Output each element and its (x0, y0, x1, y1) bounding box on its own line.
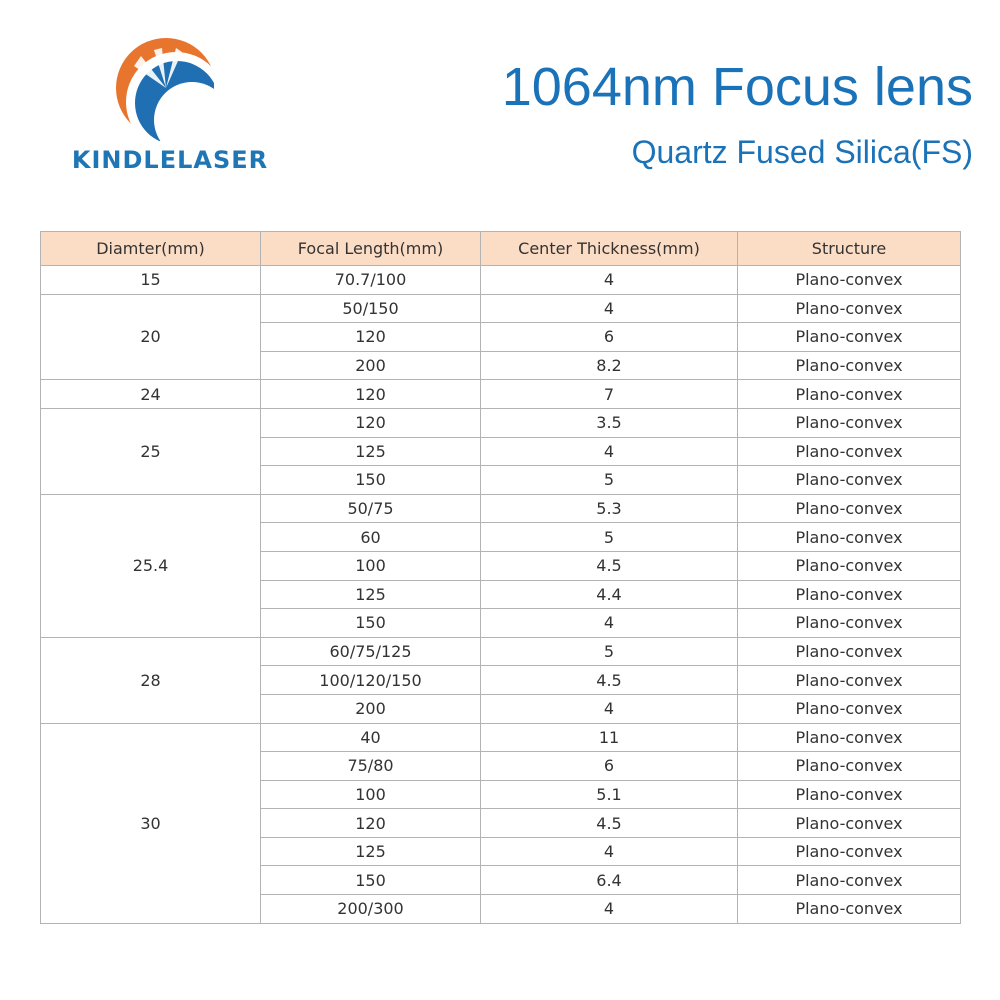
center-thickness-cell: 5.3 (481, 494, 738, 523)
center-thickness-cell: 4 (481, 694, 738, 723)
focal-length-cell: 100/120/150 (261, 666, 481, 695)
structure-cell: Plano-convex (738, 437, 961, 466)
structure-cell: Plano-convex (738, 637, 961, 666)
table-header-row (41, 232, 961, 266)
focal-length-cell: 120 (261, 809, 481, 838)
table-row (41, 380, 961, 409)
center-thickness-cell: 4.4 (481, 580, 738, 609)
focal-length-cell: 70.7/100 (261, 266, 481, 295)
focal-length-cell: 125 (261, 580, 481, 609)
focal-length-cell: 100 (261, 780, 481, 809)
structure-cell: Plano-convex (738, 752, 961, 781)
table-row (41, 266, 961, 295)
structure-cell: Plano-convex (738, 523, 961, 552)
focal-length-cell: 100 (261, 551, 481, 580)
table-row (41, 294, 961, 323)
structure-cell: Plano-convex (738, 266, 961, 295)
focal-length-cell: 125 (261, 837, 481, 866)
structure-cell: Plano-convex (738, 466, 961, 495)
brand-name: KINDLELASER (71, 146, 269, 174)
table-row (41, 637, 961, 666)
column-header-focal-length: Focal Length(mm) (261, 232, 481, 266)
structure-cell: Plano-convex (738, 666, 961, 695)
table-row (41, 723, 961, 752)
center-thickness-cell: 6.4 (481, 866, 738, 895)
center-thickness-cell: 5 (481, 466, 738, 495)
focal-length-cell: 60 (261, 523, 481, 552)
center-thickness-cell: 4 (481, 609, 738, 638)
diameter-cell: 20 (41, 294, 261, 380)
structure-cell: Plano-convex (738, 380, 961, 409)
structure-cell: Plano-convex (738, 780, 961, 809)
center-thickness-cell: 4.5 (481, 666, 738, 695)
center-thickness-cell: 5 (481, 637, 738, 666)
center-thickness-cell: 8.2 (481, 351, 738, 380)
focal-length-cell: 40 (261, 723, 481, 752)
focal-length-cell: 120 (261, 408, 481, 437)
focal-length-cell: 60/75/125 (261, 637, 481, 666)
logo-emblem-icon (114, 36, 214, 141)
structure-cell: Plano-convex (738, 494, 961, 523)
center-thickness-cell: 7 (481, 380, 738, 409)
structure-cell: Plano-convex (738, 609, 961, 638)
focal-length-cell: 150 (261, 609, 481, 638)
structure-cell: Plano-convex (738, 580, 961, 609)
lens-spec-table (40, 231, 961, 924)
focal-length-cell: 120 (261, 323, 481, 352)
focal-length-cell: 50/150 (261, 294, 481, 323)
table-body (41, 266, 961, 924)
focal-length-cell: 200 (261, 694, 481, 723)
diameter-cell: 25 (41, 408, 261, 494)
table-row (41, 408, 961, 437)
center-thickness-cell: 4 (481, 837, 738, 866)
structure-cell: Plano-convex (738, 837, 961, 866)
center-thickness-cell: 6 (481, 323, 738, 352)
diameter-cell: 25.4 (41, 494, 261, 637)
structure-cell: Plano-convex (738, 408, 961, 437)
diameter-cell: 15 (41, 266, 261, 295)
diameter-cell: 24 (41, 380, 261, 409)
structure-cell: Plano-convex (738, 551, 961, 580)
center-thickness-cell: 4.5 (481, 809, 738, 838)
center-thickness-cell: 5.1 (481, 780, 738, 809)
focal-length-cell: 120 (261, 380, 481, 409)
structure-cell: Plano-convex (738, 809, 961, 838)
center-thickness-cell: 6 (481, 752, 738, 781)
center-thickness-cell: 4 (481, 895, 738, 924)
focal-length-cell: 200 (261, 351, 481, 380)
diameter-cell: 30 (41, 723, 261, 923)
center-thickness-cell: 4 (481, 266, 738, 295)
structure-cell: Plano-convex (738, 866, 961, 895)
table-row (41, 494, 961, 523)
focal-length-cell: 75/80 (261, 752, 481, 781)
structure-cell: Plano-convex (738, 323, 961, 352)
focal-length-cell: 125 (261, 437, 481, 466)
structure-cell: Plano-convex (738, 895, 961, 924)
structure-cell: Plano-convex (738, 351, 961, 380)
page-subtitle: Quartz Fused Silica(FS) (631, 134, 973, 170)
center-thickness-cell: 11 (481, 723, 738, 752)
focal-length-cell: 50/75 (261, 494, 481, 523)
center-thickness-cell: 3.5 (481, 408, 738, 437)
structure-cell: Plano-convex (738, 723, 961, 752)
center-thickness-cell: 4 (481, 294, 738, 323)
page-title: 1064nm Focus lens (501, 57, 973, 117)
center-thickness-cell: 4.5 (481, 551, 738, 580)
focal-length-cell: 150 (261, 466, 481, 495)
center-thickness-cell: 5 (481, 523, 738, 552)
kindlelaser-logo (40, 36, 290, 186)
structure-cell: Plano-convex (738, 694, 961, 723)
column-header-diameter: Diamter(mm) (41, 232, 261, 266)
column-header-center-thickness: Center Thickness(mm) (481, 232, 738, 266)
center-thickness-cell: 4 (481, 437, 738, 466)
structure-cell: Plano-convex (738, 294, 961, 323)
column-header-structure: Structure (738, 232, 961, 266)
diameter-cell: 28 (41, 637, 261, 723)
focal-length-cell: 150 (261, 866, 481, 895)
focal-length-cell: 200/300 (261, 895, 481, 924)
